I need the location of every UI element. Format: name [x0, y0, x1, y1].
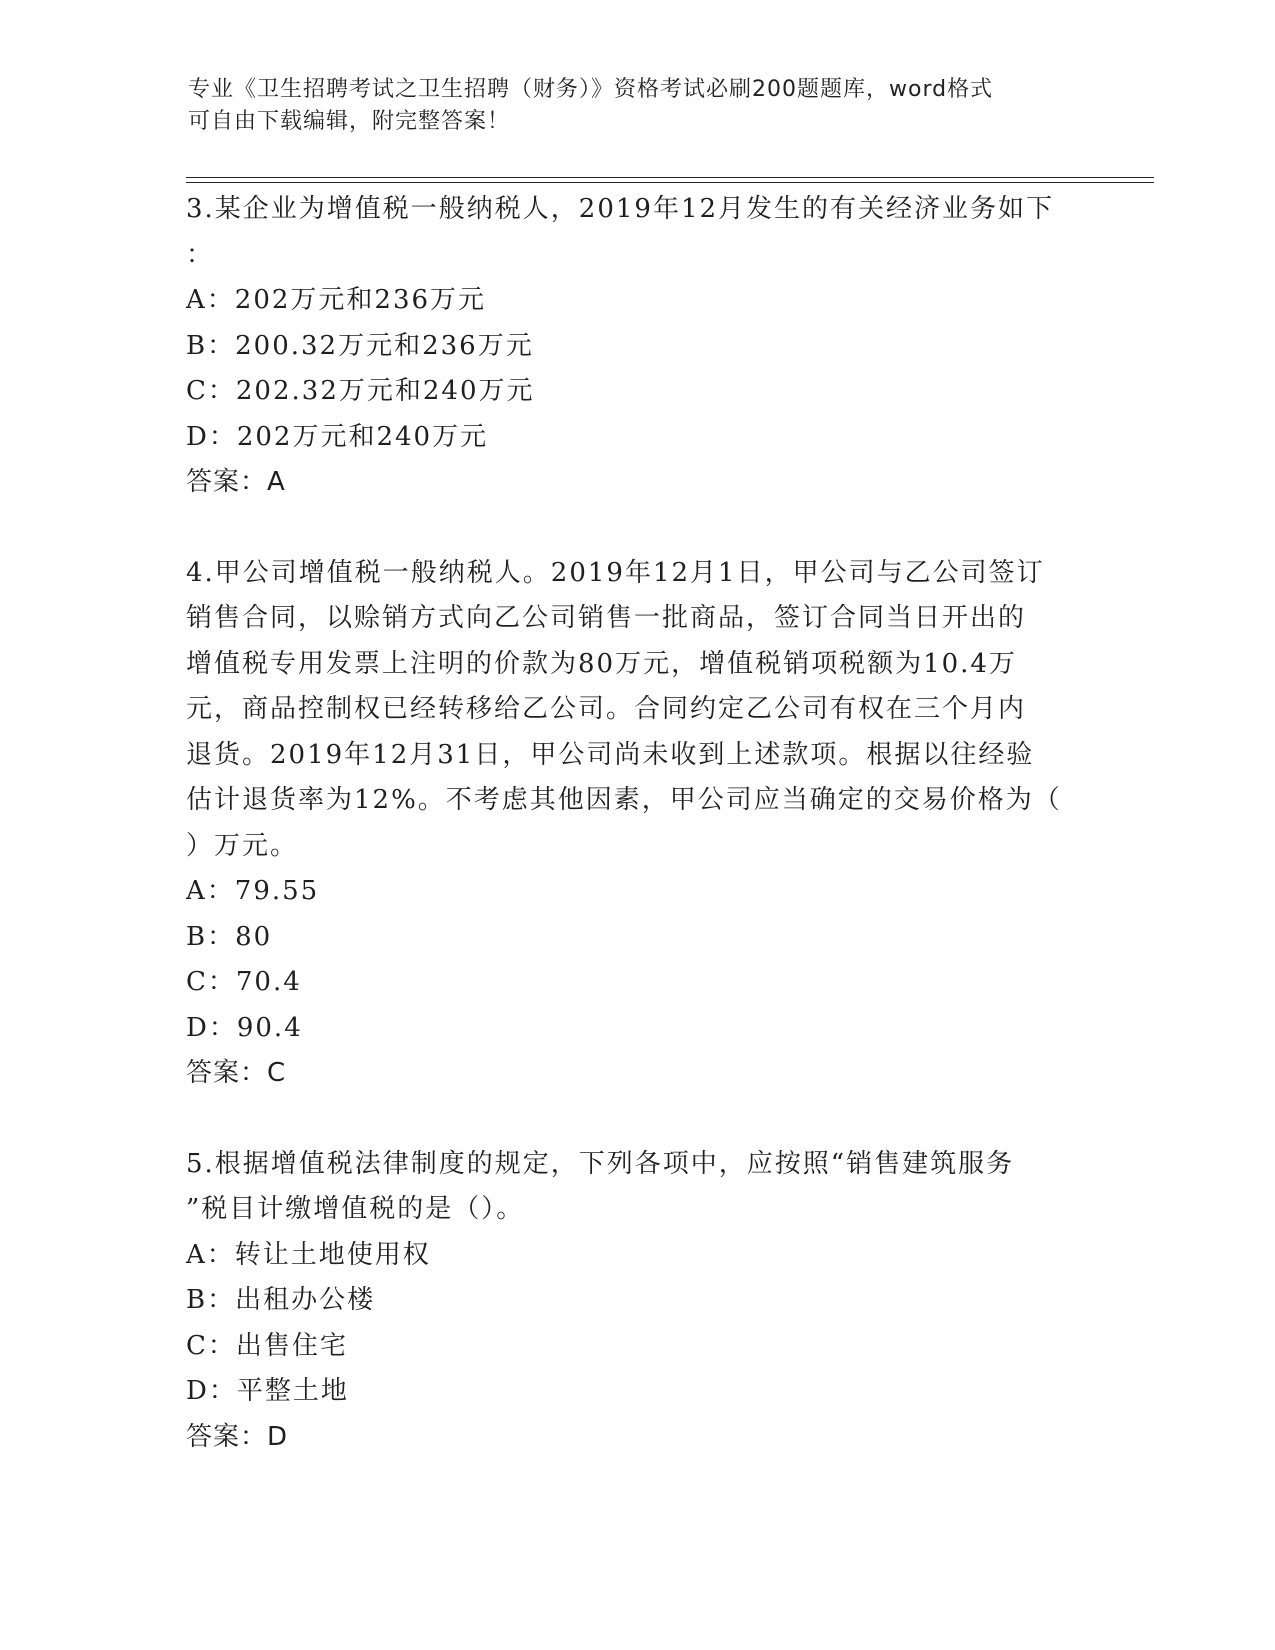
question-block	[186, 1142, 1086, 1461]
option-a: A：79.55	[186, 876, 320, 906]
question-block	[186, 551, 1086, 1097]
document-header	[188, 74, 1088, 138]
option-c: C：出售住宅	[186, 1330, 348, 1361]
answer-line: 答案：A	[186, 467, 286, 497]
option-a: A：转让土地使用权	[186, 1239, 431, 1270]
question-text-line: 5.根据增值税法律制度的规定，下列各项中，应按照“销售建筑服务	[186, 1148, 1015, 1179]
question-text-line: ：	[186, 239, 215, 270]
option-d: D：平整土地	[186, 1376, 349, 1406]
question-text-line: 增值税专用发票上注明的价款为80万元，增值税销项税额为10.4万	[186, 648, 1017, 679]
header-line-2: 可自由下载编辑，附完整答案！	[188, 109, 511, 134]
question-spacer	[186, 506, 1086, 551]
question-text-line: 退货。2019年12月31日，甲公司尚未收到上述款项。根据以往经验	[186, 739, 1035, 770]
option-b: B：80	[186, 921, 273, 952]
header-line-1: 专业《卫生招聘考试之卫生招聘（财务）》资格考试必刷200题题库，word格式	[188, 77, 994, 102]
option-d: D：202万元和240万元	[186, 421, 489, 452]
option-d: D：90.4	[186, 1012, 303, 1043]
question-text-line: 估计退货率为12%。不考虑其他因素，甲公司应当确定的交易价格为（	[186, 785, 1062, 815]
question-spacer	[186, 1097, 1086, 1142]
option-b: B：出租办公楼	[186, 1285, 376, 1315]
header-divider-top	[186, 177, 1154, 178]
question-text-line: 元，商品控制权已经转移给乙公司。合同约定乙公司有权在三个月内	[186, 694, 1027, 724]
question-block	[186, 187, 1086, 506]
answer-line: 答案：D	[186, 1421, 289, 1452]
question-text-line: 销售合同，以赊销方式向乙公司销售一批商品，签订合同当日开出的	[186, 603, 1027, 633]
question-list	[186, 187, 1086, 1460]
option-a: A：202万元和236万元	[186, 285, 487, 315]
question-text-line: 3.某企业为增值税一般纳税人，2019年12月发生的有关经济业务如下	[186, 194, 1055, 224]
option-c: C：70.4	[186, 967, 302, 997]
option-c: C：202.32万元和240万元	[186, 376, 535, 406]
header-divider-bottom	[186, 182, 1154, 183]
option-b: B：200.32万元和236万元	[186, 330, 534, 361]
answer-line: 答案：C	[186, 1058, 287, 1088]
question-text-line: ”税目计缴增值税的是（）。	[186, 1194, 525, 1224]
question-text-line: 4.甲公司增值税一般纳税人。2019年12月1日，甲公司与乙公司签订	[186, 557, 1045, 588]
question-text-line: ）万元。	[186, 830, 299, 861]
